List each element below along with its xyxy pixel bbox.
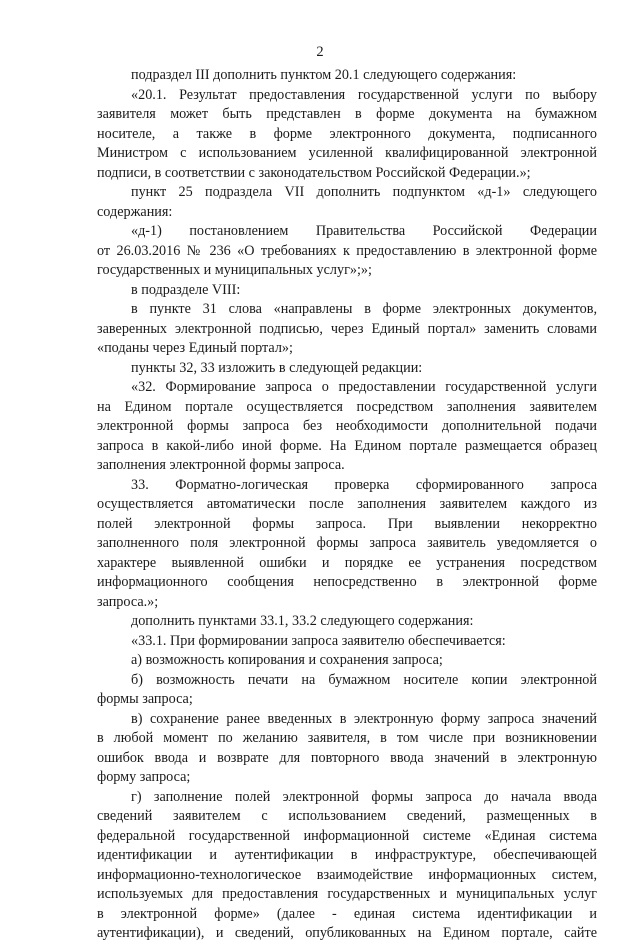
- text-line: заверенных электронной подписью, через Единый портал» заменить словами: [97, 320, 597, 337]
- paragraph: [97, 86, 597, 184]
- text-line: «33.1. При формировании запроса заявителю обеспечивается:: [131, 632, 506, 649]
- text-line: информационно-технологическое взаимодействие информационных систем,: [97, 866, 597, 883]
- text-line: г) заполнение полей электронной формы запроса до начала ввода: [131, 788, 597, 805]
- paragraph: [97, 671, 597, 710]
- paragraph: [97, 632, 597, 652]
- text-line: в подразделе VIII:: [131, 281, 241, 298]
- text-line: «20.1. Результат предоставления государственной услуги по выбору: [131, 86, 597, 103]
- text-line: «поданы через Единый портал»;: [97, 340, 293, 356]
- text-line: осуществляется автоматически после заполнения заявителем каждого из: [97, 496, 597, 512]
- text-line: 33. Форматно-логическая проверка сформированного запроса: [131, 476, 597, 493]
- text-line: заявителя может быть представлен в форме документа на бумажном: [97, 106, 597, 122]
- paragraph: [97, 476, 597, 613]
- text-line: форму запроса;: [97, 769, 191, 785]
- text-line: в электронной форме» (далее - единая система идентификации и: [97, 905, 597, 922]
- text-line: подписи, в соответствии с законодательством Российской Федерации.»;: [97, 164, 531, 181]
- paragraph: [97, 66, 597, 86]
- text-line: носителе, а также в форме электронного документа, подписанного: [97, 125, 597, 142]
- paragraph: [97, 222, 597, 281]
- text-line: заполнения электронной формы запроса.: [97, 457, 345, 473]
- text-line: информационного сообщения непосредственно в электронной форме: [97, 574, 597, 590]
- paragraph: [97, 651, 597, 671]
- text-line: дополнить пунктами 33.1, 33.2 следующего содержания:: [131, 613, 474, 629]
- text-line: а) возможность копирования и сохранения запроса;: [131, 652, 443, 668]
- text-line: запроса в какой-либо иной форме. На Едином портале размещается образец: [97, 437, 597, 454]
- text-line: используемых для предоставления государственных и муниципальных услуг: [97, 886, 597, 902]
- text-line: б) возможность печати на бумажном носителе копии электронной: [131, 671, 597, 688]
- text-line: «д-1) постановлением Правительства Российской Федерации: [131, 223, 597, 239]
- text-line: сведений заявителем с использованием сведений, размещенных в: [97, 808, 597, 824]
- paragraph: [97, 183, 597, 222]
- paragraph: [97, 612, 597, 632]
- paragraph: [97, 710, 597, 788]
- text-line: электронной формы запроса без необходимости дополнительной подачи: [97, 418, 597, 434]
- text-line: характере выявленной ошибки и порядке ее устранения посредством: [97, 554, 597, 571]
- text-line: Министром с использованием усиленной квалифицированной электронной: [97, 145, 597, 161]
- text-line: идентификации и аутентификации в инфраструктуре, обеспечивающей: [97, 847, 597, 863]
- text-line: пункт 25 подраздела VII дополнить подпунктом «д-1» следующего: [131, 184, 597, 200]
- text-line: в) сохранение ранее введенных в электронную форму запроса значений: [131, 710, 597, 727]
- text-line: формы запроса;: [97, 691, 193, 707]
- text-line: ошибок ввода и возврате для повторного ввода значений в электронную: [97, 749, 597, 766]
- text-line: подраздел III дополнить пунктом 20.1 следующего содержания:: [131, 67, 517, 83]
- text-line: содержания:: [97, 203, 173, 220]
- text-line: заполненного поля электронной формы запроса заявитель уведомляется о: [97, 535, 597, 551]
- text-line: запроса.»;: [97, 593, 159, 610]
- page-number: 2: [316, 44, 324, 60]
- paragraph: [97, 359, 597, 379]
- paragraph: [97, 281, 597, 301]
- text-line: федеральной государственной информационной системе «Единая система: [97, 827, 597, 844]
- text-line: «32. Формирование запроса о предоставлении государственной услуги: [131, 379, 597, 395]
- paragraph: [97, 378, 597, 476]
- text-line: государственных и муниципальных услуг»;»;: [97, 262, 372, 278]
- paragraph: [97, 300, 597, 359]
- text-line: в пункте 31 слова «направлены в форме электронных документов,: [131, 301, 597, 317]
- text-line: пункты 32, 33 изложить в следующей редакции:: [131, 359, 423, 376]
- text-line: в любой момент по желанию заявителя, в том числе при возникновении: [97, 730, 597, 746]
- text-line: от 26.03.2016 № 236 «О требованиях к предоставлению в электронной форме: [97, 242, 597, 259]
- text-line: полей электронной формы запроса. При выявлении некорректно: [97, 515, 597, 532]
- text-line: на Едином портале осуществляется посредством заполнения заявителем: [97, 398, 597, 415]
- document-body: [97, 66, 597, 944]
- text-line: аутентификации), и сведений, опубликованных на Едином портале, сайте: [97, 925, 597, 941]
- paragraph: [97, 788, 597, 944]
